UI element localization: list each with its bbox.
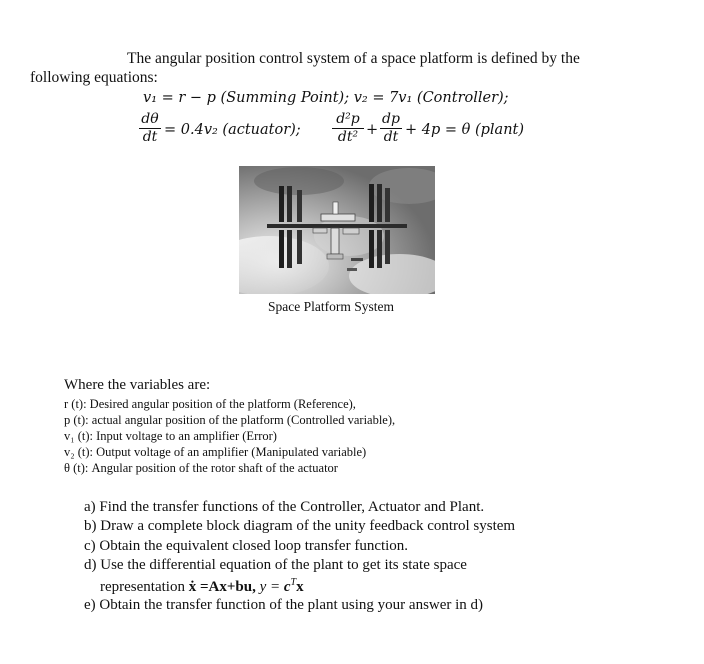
fraction-d2p-dt2 [332,112,364,145]
fraction-denominator: dt² [337,129,359,145]
fraction-dp-dt [380,112,402,145]
output-equation: y = [255,579,284,595]
fraction-dtheta-dt [139,112,161,145]
intro-line-1: The angular position control system of a space platform is defined by the [127,50,580,67]
fraction-denominator: dt [383,129,399,145]
variable-item: r (t): Desired angular position of the platform (Reference), [64,397,356,411]
equation-plant: + 4p = θ (plant) [405,122,525,138]
variable-item: v₁ (t): Input voltage to an amplifier (Error) [64,429,277,443]
question-c: c) Obtain the equivalent closed loop transfer function. [84,538,409,554]
question-a: a) Find the transfer functions of the Controller, Actuator and Plant. [84,499,485,515]
fraction-numerator: dp [382,111,400,127]
fraction-numerator: dθ [141,111,159,127]
variable-item: p (t): actual angular position of the platform (Controlled variable), [64,413,396,427]
state-equation: ẋ =Ax+bu, [188,579,256,595]
variable-item: θ (t): Angular position of the rotor shaft of the actuator [64,461,338,475]
fraction-denominator: dt [142,129,158,145]
variable-item: v₂ (t): Output voltage of an amplifier (Manipulated variable) [64,445,367,459]
question-d-prefix: representation [100,579,189,595]
fraction-numerator: d²p [336,111,360,127]
plus-sign: + [366,122,379,138]
equation-summing-controller: v₁ = r − p (Summing Point); v₂ = 7v₁ (Controller); [143,90,509,106]
output-vector-c: c [283,579,291,595]
state-vector-x: x [296,579,304,595]
question-d-line-1: d) Use the differential equation of the plant to get its state space [84,557,467,573]
question-b: b) Draw a complete block diagram of the unity feedback control system [84,518,516,534]
figure-caption: Space Platform System [268,299,394,314]
space-platform-image [239,166,435,294]
equation-actuator: = 0.4v₂ (actuator); [164,122,301,138]
question-d-line-2 [100,577,304,596]
transpose-mark: T [290,577,297,588]
intro-line-2: following equations: [30,69,158,86]
variables-heading: Where the variables are: [64,377,211,393]
question-e: e) Obtain the transfer function of the plant using your answer in d) [84,597,484,613]
